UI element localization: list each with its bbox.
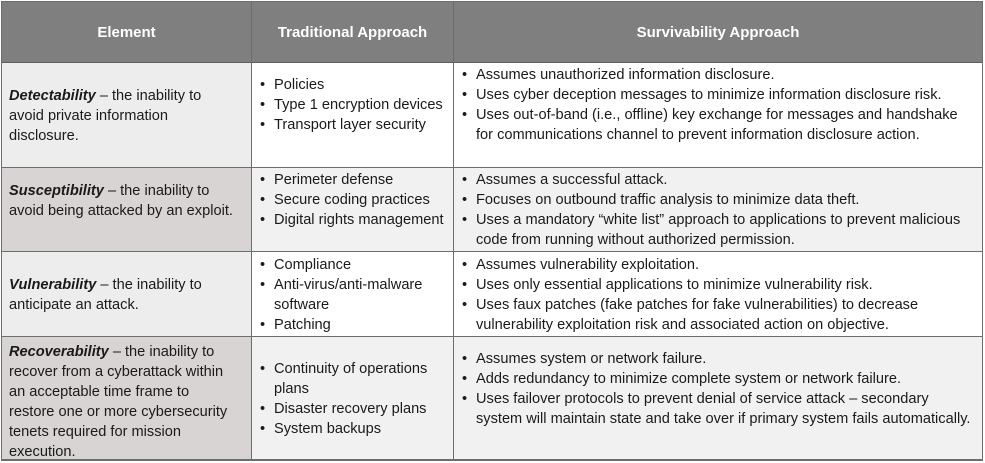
survivability-cell <box>454 168 982 251</box>
table-row <box>2 252 982 337</box>
element-term: Recoverability <box>9 344 109 360</box>
survivability-item: • Uses out-of-band (i.e., offline) key exchange for messages and handshake for communications channel to prevent information disclosure action. <box>462 105 976 145</box>
survivability-cell <box>454 252 982 336</box>
traditional-item: • Secure coding practices <box>260 190 447 210</box>
header-survivability: Survivability Approach <box>636 23 800 41</box>
survivability-item: • Assumes unauthorized information disclosure. <box>462 65 976 85</box>
element-term: Vulnerability <box>9 277 97 293</box>
table-header <box>2 2 982 63</box>
element-term: Detectability <box>9 88 96 104</box>
survivability-item: • Uses a mandatory “white list” approach to applications to prevent malicious code from running without authorized permission. <box>462 210 976 250</box>
comparison-table <box>1 1 983 461</box>
traditional-cell <box>252 252 453 336</box>
survivability-cell <box>454 63 982 167</box>
element-cell <box>2 168 251 251</box>
survivability-item: • Uses faux patches (fake patches for fake vulnerabilities) to decrease vulnerability exploitation risk and associated action on objective. <box>462 295 976 335</box>
traditional-item: • Disaster recovery plans <box>260 399 447 419</box>
traditional-item: • Perimeter defense <box>260 170 447 190</box>
header-element: Element <box>97 23 156 41</box>
traditional-item: • Digital rights management <box>260 210 447 230</box>
traditional-item: • Patching <box>260 315 447 335</box>
element-definition: – the inability to recover from a cyberattack within an acceptable time frame to restore one or more cybersecurity tenets required for mission execution. <box>9 344 228 460</box>
survivability-item: • Assumes a successful attack. <box>462 170 976 190</box>
traditional-item: • System backups <box>260 419 447 439</box>
element-cell <box>2 252 251 336</box>
traditional-cell <box>252 168 453 251</box>
element-cell <box>2 63 251 167</box>
traditional-cell <box>252 63 453 167</box>
element-definition: – the inability to anticipate an attack. <box>9 277 202 313</box>
survivability-item: • Assumes vulnerability exploitation. <box>462 255 976 275</box>
traditional-item: • Transport layer security <box>260 115 447 135</box>
element-definition: – the inability to avoid being attacked by an exploit. <box>9 183 233 219</box>
survivability-item: • Uses cyber deception messages to minimize information disclosure risk. <box>462 85 976 105</box>
survivability-item: • Focuses on outbound traffic analysis to minimize data theft. <box>462 190 976 210</box>
element-cell <box>2 337 251 459</box>
header-traditional: Traditional Approach <box>277 23 428 41</box>
survivability-item: • Uses only essential applications to minimize vulnerability risk. <box>462 275 976 295</box>
traditional-item: • Continuity of operations plans <box>260 359 447 399</box>
traditional-item: • Compliance <box>260 255 447 275</box>
element-term: Susceptibility <box>9 183 104 199</box>
traditional-cell <box>252 337 453 459</box>
table-row <box>2 63 982 168</box>
column-divider <box>251 2 252 460</box>
survivability-item: • Uses failover protocols to prevent denial of service attack – secondary system will maintain state and take over if primary system fails automatically. <box>462 389 976 429</box>
table-row <box>2 337 982 460</box>
traditional-item: • Anti-virus/anti-malware software <box>260 275 447 315</box>
survivability-cell <box>454 337 982 459</box>
column-divider <box>453 2 454 460</box>
survivability-item: • Adds redundancy to minimize complete system or network failure. <box>462 369 976 389</box>
element-definition: – the inability to avoid private information disclosure. <box>9 88 202 144</box>
traditional-item: • Type 1 encryption devices <box>260 95 447 115</box>
traditional-item: • Policies <box>260 75 447 95</box>
survivability-item: • Assumes system or network failure. <box>462 349 976 369</box>
table-row <box>2 168 982 252</box>
